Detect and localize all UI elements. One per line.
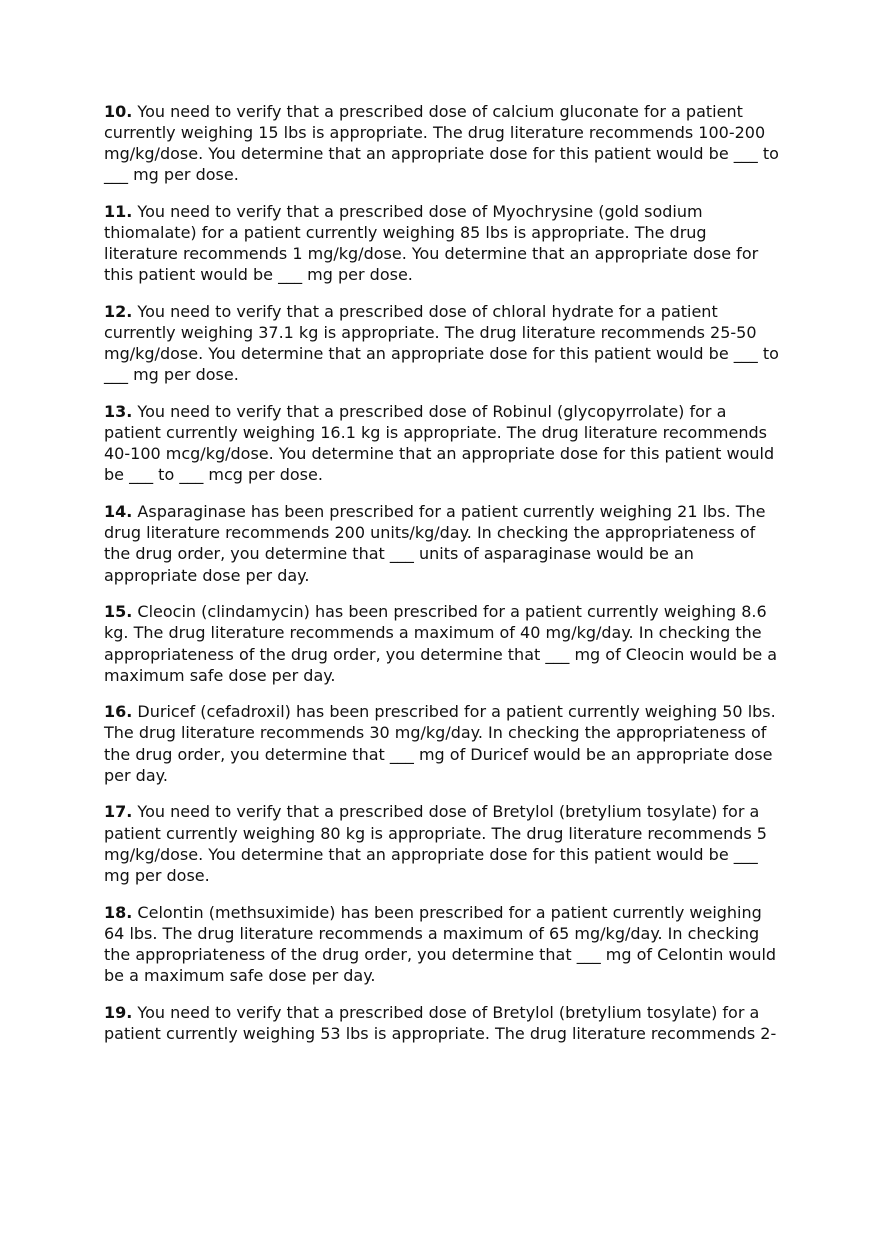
question-line (104, 501, 804, 522)
question-line: patient currently weighing 80 kg is appropriate. The drug literature recommends 5 (104, 823, 767, 843)
question-text: Duricef (cefadroxil) has been prescribed for a patient currently weighing 50 lbs. (132, 702, 776, 722)
question-number: 12. (104, 302, 133, 322)
question-number: 17. (104, 802, 133, 822)
question-line: literature recommends 1 mg/kg/dose. You determine that an appropriate dose for (104, 244, 759, 264)
question-15 (104, 601, 804, 685)
question-number: 15. (104, 602, 133, 622)
question-number: 10. (104, 102, 133, 121)
question-text: You need to verify that a prescribed dose of Bretylol (bretylium tosylate) for a (132, 1002, 760, 1022)
question-line: maximum safe dose per day. (104, 665, 336, 685)
question-17 (104, 801, 804, 885)
question-12 (104, 301, 804, 385)
question-line: appropriate dose per day. (104, 565, 310, 585)
question-line: this patient would be ___ mg per dose. (104, 265, 413, 285)
question-line: mg/kg/dose. You determine that an appropriate dose for this patient would be ___ (104, 844, 758, 864)
question-line (104, 101, 804, 122)
question-line (104, 201, 804, 222)
question-line: appropriateness of the drug order, you determine that ___ mg of Cleocin would be a (104, 644, 778, 664)
question-number: 11. (104, 202, 133, 222)
question-line: be a maximum safe dose per day. (104, 965, 376, 985)
question-line: 40-100 mcg/kg/dose. You determine that an appropriate dose for this patient would (104, 444, 775, 464)
question-line (104, 701, 804, 722)
question-line: the drug order, you determine that ___ units of asparaginase would be an (104, 544, 694, 564)
question-line: mg/kg/dose. You determine that an appropriate dose for this patient would be ___ to (104, 144, 779, 164)
question-number: 13. (104, 402, 133, 422)
question-line: be ___ to ___ mcg per dose. (104, 465, 323, 485)
question-line (104, 301, 804, 322)
question-line: 64 lbs. The drug literature recommends a maximum of 65 mg/kg/day. In checking (104, 923, 760, 943)
question-line (104, 902, 804, 923)
question-line: per day. (104, 765, 168, 785)
question-line: thiomalate) for a patient currently weighing 85 lbs is appropriate. The drug (104, 223, 707, 243)
question-line: The drug literature recommends 30 mg/kg/day. In checking the appropriateness of (104, 723, 767, 743)
question-line: drug literature recommends 200 units/kg/day. In checking the appropriateness of (104, 523, 756, 543)
question-line: mg/kg/dose. You determine that an appropriate dose for this patient would be ___ to (104, 344, 779, 364)
question-line (104, 601, 804, 622)
question-16 (104, 701, 804, 785)
question-14 (104, 501, 804, 585)
question-line: patient currently weighing 16.1 kg is appropriate. The drug literature recommends (104, 423, 767, 443)
question-line: kg. The drug literature recommends a maximum of 40 mg/kg/day. In checking the (104, 623, 762, 643)
question-text: Celontin (methsuximide) has been prescribed for a patient currently weighing (132, 902, 762, 922)
question-line: currently weighing 37.1 kg is appropriate. The drug literature recommends 25-50 (104, 323, 757, 343)
question-text: You need to verify that a prescribed dose of Myochrysine (gold sodium (132, 202, 703, 222)
question-text: You need to verify that a prescribed dose of calcium gluconate for a patient (132, 102, 743, 121)
question-18 (104, 902, 804, 986)
document-page (104, 101, 804, 1059)
question-number: 19. (104, 1002, 133, 1022)
question-text: Asparaginase has been prescribed for a patient currently weighing 21 lbs. The (132, 502, 766, 522)
question-line: mg per dose. (104, 865, 210, 885)
question-text: You need to verify that a prescribed dose of Robinul (glycopyrrolate) for a (132, 402, 727, 422)
question-line: the appropriateness of the drug order, you determine that ___ mg of Celontin would (104, 944, 777, 964)
question-line: the drug order, you determine that ___ mg of Duricef would be an appropriate dose (104, 744, 773, 764)
question-11 (104, 201, 804, 285)
question-19 (104, 1002, 804, 1044)
question-text: You need to verify that a prescribed dose of Bretylol (bretylium tosylate) for a (132, 802, 760, 822)
question-line: currently weighing 15 lbs is appropriate. The drug literature recommends 100-200 (104, 123, 766, 143)
question-number: 18. (104, 902, 133, 922)
question-text: You need to verify that a prescribed dose of chloral hydrate for a patient (132, 302, 718, 322)
question-line: ___ mg per dose. (104, 365, 239, 385)
question-10 (104, 101, 804, 185)
question-text: Cleocin (clindamycin) has been prescribed for a patient currently weighing 8.6 (132, 602, 767, 622)
question-number: 16. (104, 702, 133, 722)
question-line: patient currently weighing 53 lbs is appropriate. The drug literature recommends 2- (104, 1023, 777, 1043)
question-number: 14. (104, 502, 133, 522)
question-13 (104, 401, 804, 485)
question-line (104, 401, 804, 422)
question-line: ___ mg per dose. (104, 165, 239, 185)
question-line (104, 1002, 804, 1023)
question-line (104, 801, 804, 822)
